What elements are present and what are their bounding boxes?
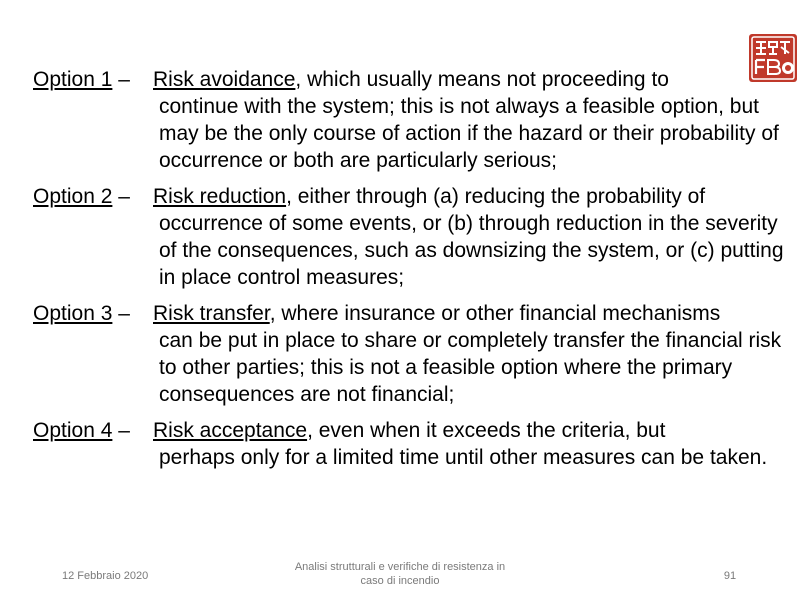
option-term: Risk reduction [153, 185, 287, 208]
option-description: continue with the system; this is not always a feasible option, but may be the only course of action if the hazard or their probability of occurrence or both are particularly serious; [159, 95, 779, 172]
option-first-line: , even when it exceeds the criteria, but [307, 419, 666, 442]
option-description: can be put in place to share or completely transfer the financial risk to other parties; this is not a feasible option where the primary consequences are not financial; [159, 329, 782, 406]
option-label: Option 1 [33, 68, 113, 91]
option-first-line: , either through (a) reducing the probability of [286, 185, 706, 208]
option-item [33, 300, 793, 408]
option-label: Option 4 [33, 419, 113, 442]
option-item [33, 183, 793, 291]
footer-title-line2: caso di incendio [360, 575, 440, 587]
slide-footer [0, 556, 800, 596]
option-dash: – [112, 419, 130, 442]
option-term: Risk avoidance [153, 68, 296, 91]
option-first-line: , where insurance or other financial mechanisms [269, 302, 721, 325]
option-term: Risk transfer [153, 302, 270, 325]
option-description: occurrence of some events, or (b) through reduction in the severity of the consequences, such as downsizing the system, or (c) putting in place control measures; [159, 212, 784, 289]
page-number: 91 [723, 570, 737, 582]
option-dash: – [112, 302, 130, 325]
option-description: perhaps only for a limited time until other measures can be taken. [159, 446, 768, 469]
footer-title [270, 560, 530, 588]
footer-title-line1: Analisi strutturali e verifiche di resistenza in [294, 561, 506, 573]
option-item [33, 66, 793, 174]
option-dash: – [112, 68, 130, 91]
footer-date: 12 Febbraio 2020 [62, 570, 149, 582]
option-label: Option 2 [33, 185, 113, 208]
options-list [33, 66, 793, 480]
option-label: Option 3 [33, 302, 113, 325]
option-item [33, 417, 793, 471]
option-term: Risk acceptance [153, 419, 308, 442]
option-first-line: , which usually means not proceeding to [295, 68, 669, 91]
option-dash: – [112, 185, 130, 208]
